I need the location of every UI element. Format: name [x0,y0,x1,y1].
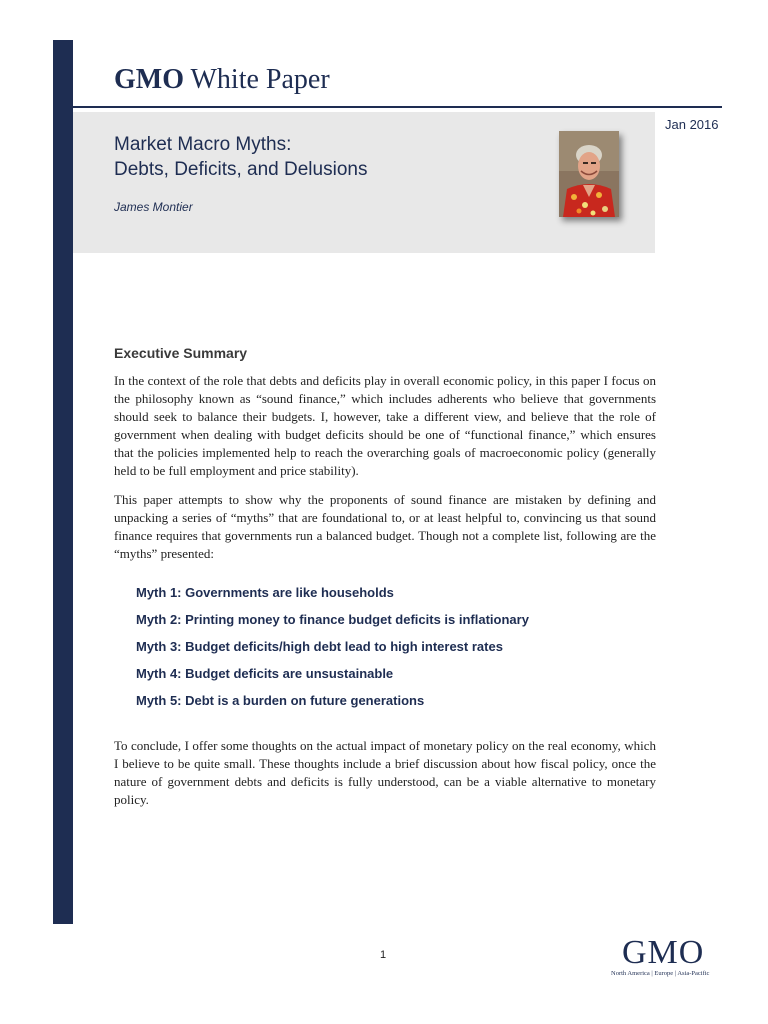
summary-paragraph-2: This paper attempts to show why the proponents of sound finance are mistaken by defining and unpacking a series of “myths” that are foundational to, or at least helpful to, convincing us that sound finance requires that governments run a balanced budget. Though not a complete list, following are the “myths” presented: [114,492,656,561]
footer-gmo-logo: GMO [622,934,705,971]
myth-item-5: Myth 5: Debt is a burden on future generations [136,693,425,708]
page-number: 1 [380,949,387,961]
author-name: James Montier [114,200,193,214]
header-divider [73,106,722,108]
author-portrait-image [559,131,619,217]
brand-subtitle: White Paper [190,64,330,95]
paper-title [114,132,367,182]
myth-item-4: Myth 4: Budget deficits are unsustainable [136,666,394,681]
brand-name: GMO [114,64,184,95]
summary-paragraph-1: In the context of the role that debts and deficits play in overall economic policy, in this paper I focus on the philosophy known as “sound finance,” which includes adherents who believe that governments should seek to balance their budgets. I, however, take a different view, and believe that the role of government when dealing with budget deficits should be one of “functional finance,” which ensures that the policies implemented help to reach the overarching goals of macroeconomic policy (generally held to be full employment and price stability). [114,373,656,478]
myth-item-2: Myth 2: Printing money to finance budget deficits is inflationary [136,612,529,627]
footer-regions: North America | Europe | Asia-Pacific [611,970,710,977]
myth-item-3: Myth 3: Budget deficits/high debt lead to high interest rates [136,639,503,654]
brand-title [114,64,330,96]
publication-date: Jan 2016 [665,117,719,132]
paper-title-line-1: Market Macro Myths: [114,134,292,155]
section-heading-executive-summary: Executive Summary [114,345,248,361]
myths-list [136,584,529,719]
myth-item-1: Myth 1: Governments are like households [136,585,394,600]
summary-paragraph-3: To conclude, I offer some thoughts on the actual impact of monetary policy on the real economy, which I believe to be quite small. These thoughts include a brief discussion about how fiscal policy, once the nature of government debts and deficits is fully understood, can be a viable alternative to monetary policy. [114,738,656,807]
author-photo [559,131,619,217]
sidebar-accent-bar [53,40,73,924]
paper-title-line-2: Debts, Deficits, and Delusions [114,159,368,180]
